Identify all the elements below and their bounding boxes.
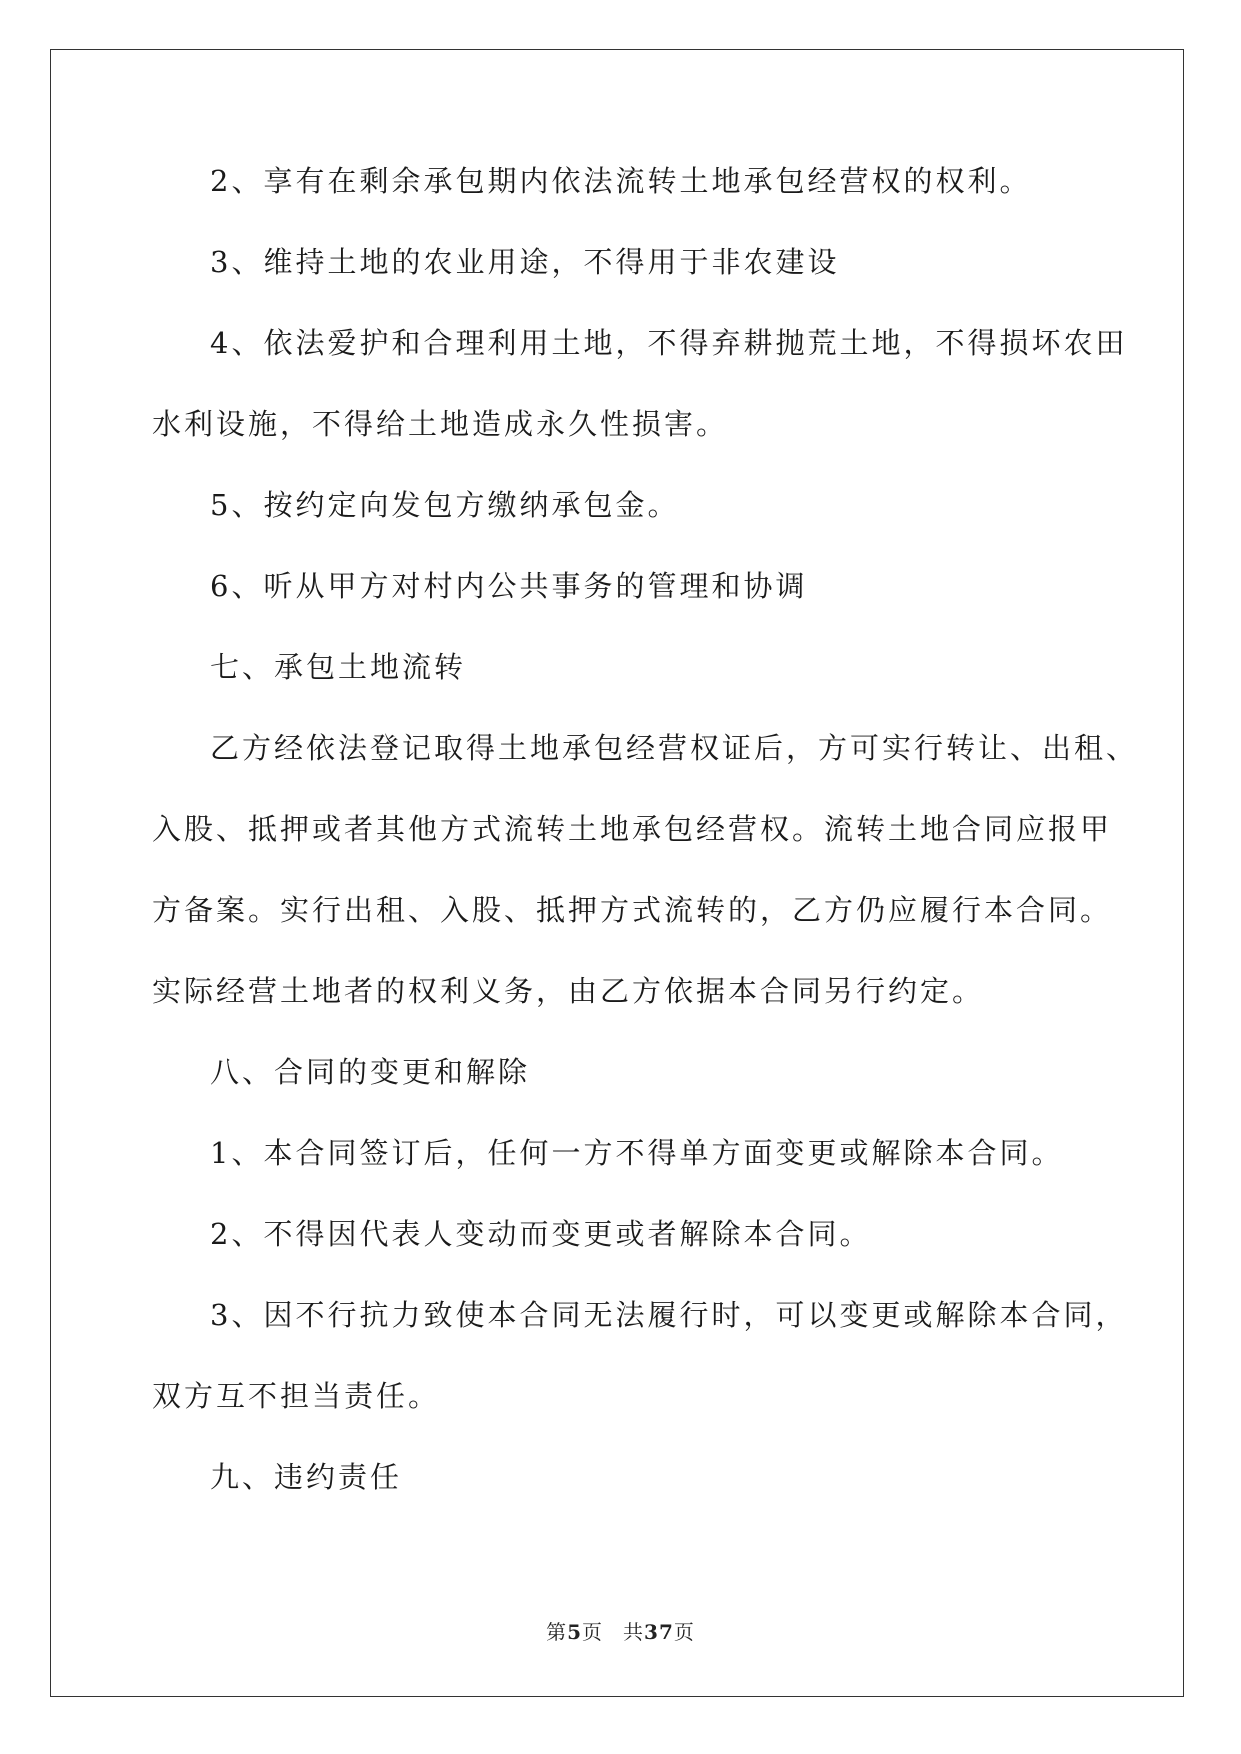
section-heading: 七、承包土地流转 — [210, 650, 467, 684]
paragraph: 实际经营土地者的权利义务，由乙方依据本合同另行约定。 — [152, 974, 985, 1008]
paragraph: 水利设施，不得给土地造成永久性损害。 — [152, 407, 729, 441]
paragraph: 6、听从甲方对村内公共事务的管理和协调 — [210, 569, 808, 603]
paragraph: 双方互不担当责任。 — [152, 1379, 441, 1413]
paragraph: 3、因不行抗力致使本合同无法履行时，可以变更或解除本合同， — [210, 1298, 1128, 1332]
page-prefix: 第 — [546, 1620, 568, 1644]
paragraph: 乙方经依法登记取得土地承包经营权证后，方可实行转让、出租、 — [210, 731, 1139, 765]
paragraph: 1、本合同签订后，任何一方不得单方面变更或解除本合同。 — [210, 1136, 1064, 1170]
page-footer — [0, 1616, 1241, 1645]
paragraph: 5、按约定向发包方缴纳承包金。 — [210, 488, 680, 522]
paragraph: 方备案。实行出租、入股、抵押方式流转的，乙方仍应履行本合同。 — [152, 893, 1113, 927]
total-prefix: 共 — [623, 1620, 645, 1644]
total-pages: 37 — [644, 1620, 674, 1644]
paragraph: 4、依法爱护和合理利用土地，不得弃耕抛荒土地，不得损坏农田 — [210, 326, 1128, 360]
paragraph: 入股、抵押或者其他方式流转土地承包经营权。流转土地合同应报甲 — [152, 812, 1113, 846]
paragraph: 2、不得因代表人变动而变更或者解除本合同。 — [210, 1217, 872, 1251]
document-body — [152, 161, 1139, 1538]
paragraph: 2、享有在剩余承包期内依法流转土地承包经营权的权利。 — [210, 164, 1032, 198]
paragraph: 3、维持土地的农业用途，不得用于非农建设 — [210, 245, 840, 279]
section-heading: 九、违约责任 — [210, 1460, 403, 1494]
total-suffix: 页 — [673, 1620, 695, 1644]
page-suffix: 页 — [582, 1620, 604, 1644]
page-number: 5 — [567, 1620, 583, 1644]
section-heading: 八、合同的变更和解除 — [210, 1055, 531, 1089]
